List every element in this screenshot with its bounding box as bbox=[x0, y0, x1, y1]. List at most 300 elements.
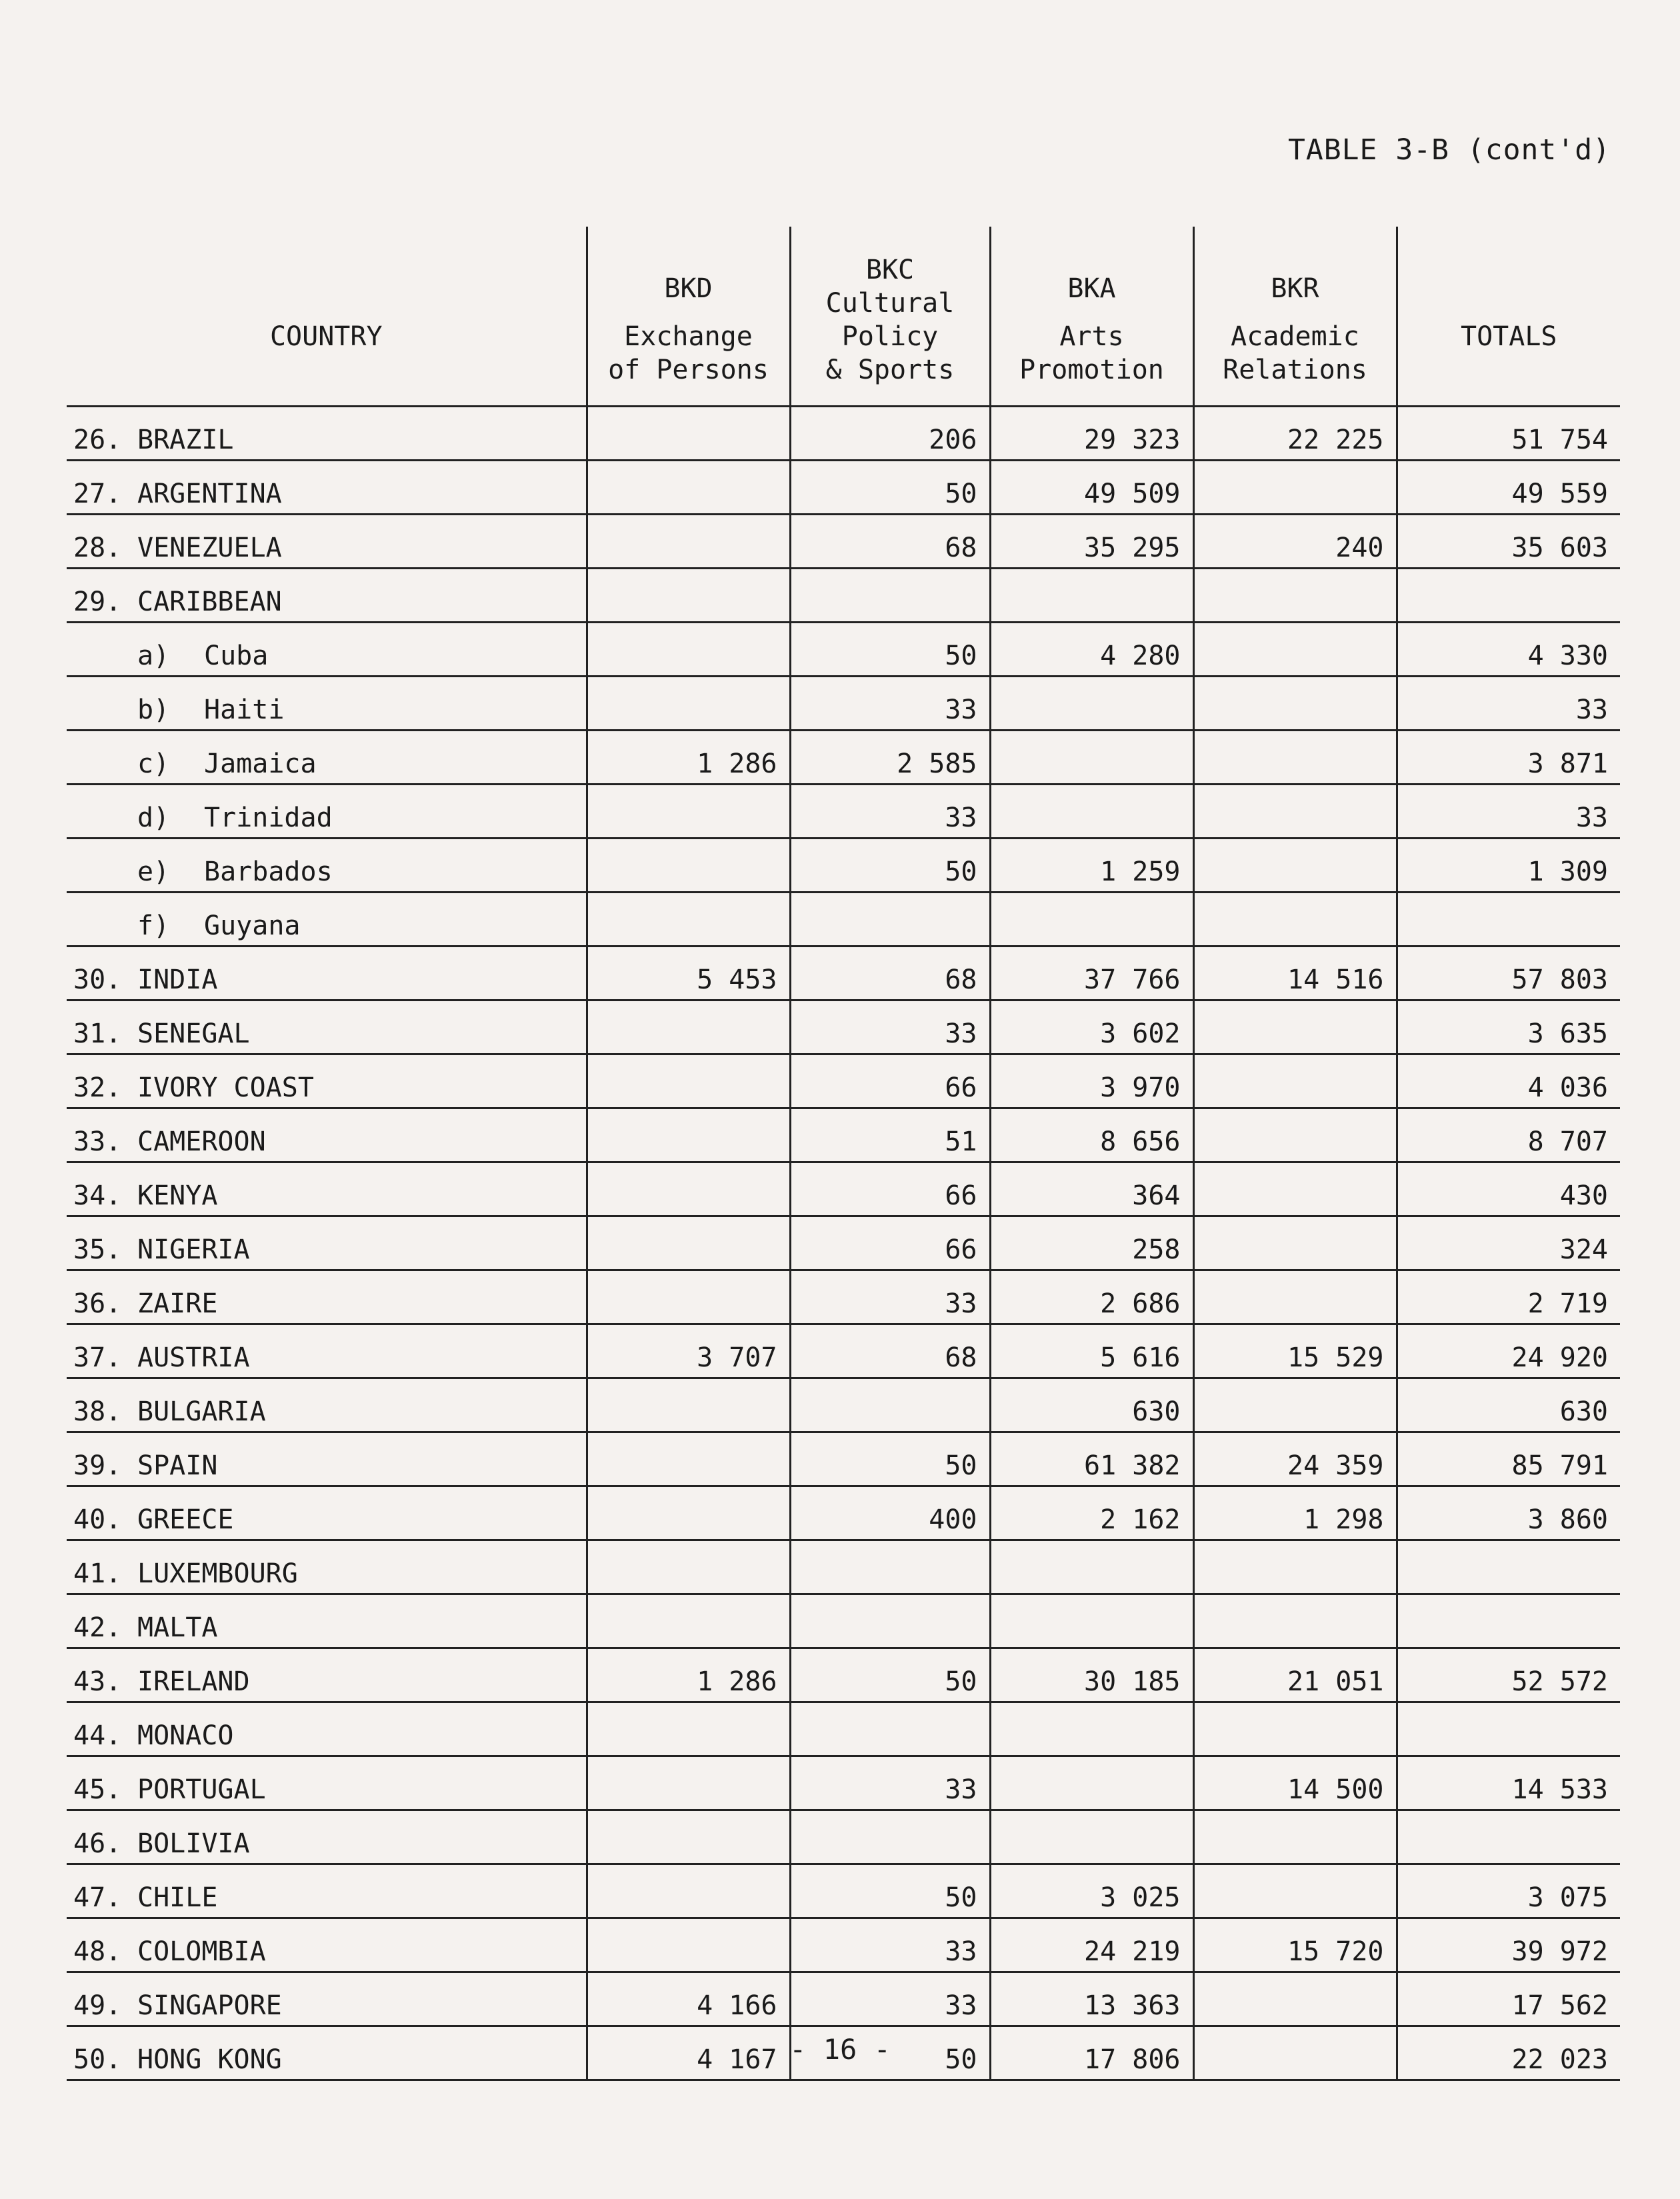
value-cell-bka: 30 185 bbox=[990, 1648, 1193, 1702]
value-cell-bkr bbox=[1193, 785, 1397, 839]
value-cell-total bbox=[1397, 1594, 1620, 1648]
value-cell-bkd bbox=[587, 1001, 790, 1055]
value-cell-bkc: 33 bbox=[790, 677, 990, 731]
value-cell-bka: 364 bbox=[990, 1162, 1193, 1216]
table-row bbox=[67, 1324, 1620, 1378]
value-cell-bkc bbox=[790, 1702, 990, 1756]
row-number: 38. bbox=[73, 1396, 122, 1427]
country-cell bbox=[67, 1162, 587, 1216]
sub-item-letter: c) bbox=[137, 749, 170, 779]
country-name: PORTUGAL bbox=[137, 1774, 266, 1805]
country-cell bbox=[67, 1486, 587, 1540]
column-code: BKD bbox=[664, 273, 713, 304]
row-number: 39. bbox=[73, 1450, 122, 1481]
table-row bbox=[67, 893, 1620, 947]
country-name: NIGERIA bbox=[137, 1234, 250, 1265]
row-number: 34. bbox=[73, 1180, 122, 1211]
value-cell-bka: 61 382 bbox=[990, 1432, 1193, 1486]
country-cell bbox=[67, 1594, 587, 1648]
country-name: IVORY COAST bbox=[137, 1073, 314, 1103]
country-name: IRELAND bbox=[137, 1666, 250, 1697]
row-number: 40. bbox=[73, 1504, 122, 1535]
country-name: BRAZIL bbox=[137, 425, 234, 455]
page-number: - 16 - bbox=[789, 2033, 891, 2066]
table-row bbox=[67, 947, 1620, 1001]
table-row bbox=[67, 785, 1620, 839]
country-cell bbox=[67, 1810, 587, 1864]
value-cell-bkr: 14 516 bbox=[1193, 947, 1397, 1001]
column-header-bkr bbox=[1193, 227, 1397, 407]
value-cell-total: 4 036 bbox=[1397, 1055, 1620, 1108]
table-row bbox=[67, 1001, 1620, 1055]
column-header-label: of Persons bbox=[608, 355, 769, 385]
value-cell-bkc: 68 bbox=[790, 947, 990, 1001]
value-cell-bka bbox=[990, 731, 1193, 785]
country-cell bbox=[67, 461, 587, 515]
value-cell-bkc: 50 bbox=[790, 2026, 990, 2080]
row-number: 46. bbox=[73, 1828, 122, 1859]
value-cell-total: 14 533 bbox=[1397, 1756, 1620, 1810]
value-cell-bkd: 3 707 bbox=[587, 1324, 790, 1378]
value-cell-total: 17 562 bbox=[1397, 1972, 1620, 2026]
value-cell-bkr bbox=[1193, 1216, 1397, 1270]
value-cell-bka: 2 162 bbox=[990, 1486, 1193, 1540]
value-cell-bkd bbox=[587, 623, 790, 677]
value-cell-total: 52 572 bbox=[1397, 1648, 1620, 1702]
country-name: BULGARIA bbox=[137, 1396, 266, 1427]
country-name: SPAIN bbox=[137, 1450, 218, 1481]
table-row bbox=[67, 839, 1620, 893]
value-cell-total bbox=[1397, 893, 1620, 947]
row-number: 28. bbox=[73, 533, 122, 563]
value-cell-bkr bbox=[1193, 1594, 1397, 1648]
value-cell-bka: 4 280 bbox=[990, 623, 1193, 677]
table-body bbox=[67, 407, 1620, 2080]
column-header-label: Academic bbox=[1231, 321, 1359, 352]
value-cell-total: 33 bbox=[1397, 785, 1620, 839]
sub-item-letter: d) bbox=[137, 803, 170, 833]
table-row bbox=[67, 1270, 1620, 1324]
column-header-label: Relations bbox=[1223, 355, 1367, 385]
country-cell bbox=[67, 1432, 587, 1486]
value-cell-bkr bbox=[1193, 1540, 1397, 1594]
column-header-label: Arts bbox=[1059, 321, 1124, 352]
value-cell-bkd bbox=[587, 1810, 790, 1864]
value-cell-bkr bbox=[1193, 623, 1397, 677]
row-number: 44. bbox=[73, 1720, 122, 1751]
sub-item-letter: b) bbox=[137, 695, 170, 725]
column-code: BKR bbox=[1271, 273, 1319, 304]
value-cell-bkc: 68 bbox=[790, 1324, 990, 1378]
value-cell-bka: 37 766 bbox=[990, 947, 1193, 1001]
value-cell-bkc: 66 bbox=[790, 1216, 990, 1270]
value-cell-bkd bbox=[587, 839, 790, 893]
table-row bbox=[67, 1108, 1620, 1162]
country-name: Jamaica bbox=[204, 749, 317, 779]
value-cell-bkd bbox=[587, 1162, 790, 1216]
value-cell-bkr: 24 359 bbox=[1193, 1432, 1397, 1486]
country-cell bbox=[67, 893, 587, 947]
value-cell-bkc bbox=[790, 569, 990, 623]
country-cell bbox=[67, 623, 587, 677]
country-name: COLOMBIA bbox=[137, 1936, 266, 1967]
value-cell-bkr bbox=[1193, 1108, 1397, 1162]
country-cell bbox=[67, 1864, 587, 1918]
value-cell-bka: 3 970 bbox=[990, 1055, 1193, 1108]
table-row bbox=[67, 1486, 1620, 1540]
row-number: 29. bbox=[73, 587, 122, 617]
country-name: Guyana bbox=[204, 911, 301, 941]
value-cell-total: 57 803 bbox=[1397, 947, 1620, 1001]
country-cell bbox=[67, 785, 587, 839]
country-cell bbox=[67, 1702, 587, 1756]
value-cell-bka: 17 806 bbox=[990, 2026, 1193, 2080]
value-cell-bka: 1 259 bbox=[990, 839, 1193, 893]
value-cell-bka bbox=[990, 1594, 1193, 1648]
country-cell bbox=[67, 677, 587, 731]
value-cell-bkr bbox=[1193, 1810, 1397, 1864]
table-row bbox=[67, 677, 1620, 731]
value-cell-total: 85 791 bbox=[1397, 1432, 1620, 1486]
value-cell-bkd bbox=[587, 461, 790, 515]
country-cell bbox=[67, 947, 587, 1001]
country-cell bbox=[67, 1972, 587, 2026]
table-row bbox=[67, 1972, 1620, 2026]
value-cell-bkr bbox=[1193, 677, 1397, 731]
country-name: SINGAPORE bbox=[137, 1990, 282, 2021]
row-number: 49. bbox=[73, 1990, 122, 2021]
value-cell-bkr: 14 500 bbox=[1193, 1756, 1397, 1810]
value-cell-bkc: 50 bbox=[790, 1432, 990, 1486]
value-cell-bkd bbox=[587, 569, 790, 623]
value-cell-bka: 3 025 bbox=[990, 1864, 1193, 1918]
country-name: SENEGAL bbox=[137, 1019, 250, 1049]
country-cell bbox=[67, 839, 587, 893]
country-cell bbox=[67, 1756, 587, 1810]
table-row bbox=[67, 1864, 1620, 1918]
value-cell-bkc: 33 bbox=[790, 1972, 990, 2026]
country-name: Barbados bbox=[204, 857, 333, 887]
column-header-label: Promotion bbox=[1019, 355, 1164, 385]
row-number: 32. bbox=[73, 1073, 122, 1103]
row-number: 30. bbox=[73, 965, 122, 995]
country-name: VENEZUELA bbox=[137, 533, 282, 563]
country-cell bbox=[67, 1055, 587, 1108]
country-name: Cuba bbox=[204, 641, 269, 671]
value-cell-bkd bbox=[587, 677, 790, 731]
country-name: LUXEMBOURG bbox=[137, 1558, 298, 1589]
value-cell-bkc: 33 bbox=[790, 785, 990, 839]
row-number: 37. bbox=[73, 1342, 122, 1373]
column-code: BKA bbox=[1067, 273, 1116, 304]
row-number: 27. bbox=[73, 479, 122, 509]
value-cell-bkr: 1 298 bbox=[1193, 1486, 1397, 1540]
value-cell-total: 8 707 bbox=[1397, 1108, 1620, 1162]
value-cell-bkd bbox=[587, 515, 790, 569]
value-cell-bkd bbox=[587, 1756, 790, 1810]
value-cell-total bbox=[1397, 1702, 1620, 1756]
value-cell-total bbox=[1397, 1810, 1620, 1864]
row-number: 50. bbox=[73, 2044, 122, 2075]
expenditure-table-container bbox=[67, 227, 1620, 2081]
value-cell-bkr bbox=[1193, 1972, 1397, 2026]
value-cell-bkc: 68 bbox=[790, 515, 990, 569]
value-cell-bka bbox=[990, 1756, 1193, 1810]
value-cell-bkc: 50 bbox=[790, 1864, 990, 1918]
column-header-bkd bbox=[587, 227, 790, 407]
value-cell-bkd bbox=[587, 785, 790, 839]
value-cell-bkd: 1 286 bbox=[587, 1648, 790, 1702]
sub-item-letter: f) bbox=[137, 911, 170, 941]
value-cell-bka bbox=[990, 893, 1193, 947]
value-cell-bka bbox=[990, 1810, 1193, 1864]
country-name: MONACO bbox=[137, 1720, 234, 1751]
table-row bbox=[67, 407, 1620, 461]
row-number: 41. bbox=[73, 1558, 122, 1589]
value-cell-bkc bbox=[790, 1540, 990, 1594]
value-cell-total: 51 754 bbox=[1397, 407, 1620, 461]
value-cell-bkr: 21 051 bbox=[1193, 1648, 1397, 1702]
value-cell-bkc: 33 bbox=[790, 1756, 990, 1810]
value-cell-bka: 5 616 bbox=[990, 1324, 1193, 1378]
value-cell-bkc: 66 bbox=[790, 1055, 990, 1108]
value-cell-total: 1 309 bbox=[1397, 839, 1620, 893]
column-code: BKC bbox=[865, 255, 915, 285]
value-cell-bkc bbox=[790, 1378, 990, 1432]
country-name: Haiti bbox=[204, 695, 285, 725]
country-cell bbox=[67, 731, 587, 785]
page-title: TABLE 3-B (cont'd) bbox=[1288, 133, 1611, 167]
value-cell-bkr bbox=[1193, 461, 1397, 515]
value-cell-bkr: 22 225 bbox=[1193, 407, 1397, 461]
table-row bbox=[67, 1162, 1620, 1216]
value-cell-bka: 35 295 bbox=[990, 515, 1193, 569]
value-cell-bka: 2 686 bbox=[990, 1270, 1193, 1324]
value-cell-bkd: 5 453 bbox=[587, 947, 790, 1001]
value-cell-bkc bbox=[790, 1810, 990, 1864]
value-cell-bkr bbox=[1193, 839, 1397, 893]
value-cell-bkc: 51 bbox=[790, 1108, 990, 1162]
table-row bbox=[67, 1594, 1620, 1648]
table-row bbox=[67, 1810, 1620, 1864]
table-row bbox=[67, 569, 1620, 623]
row-number: 48. bbox=[73, 1936, 122, 1967]
value-cell-bkd bbox=[587, 1216, 790, 1270]
value-cell-bka: 630 bbox=[990, 1378, 1193, 1432]
column-header-label: Cultural bbox=[825, 288, 955, 319]
value-cell-bkd bbox=[587, 1270, 790, 1324]
value-cell-bka: 24 219 bbox=[990, 1918, 1193, 1972]
value-cell-bkc: 206 bbox=[790, 407, 990, 461]
value-cell-bkr bbox=[1193, 1864, 1397, 1918]
value-cell-bka bbox=[990, 1702, 1193, 1756]
value-cell-bka: 8 656 bbox=[990, 1108, 1193, 1162]
value-cell-total bbox=[1397, 1540, 1620, 1594]
value-cell-bkr bbox=[1193, 569, 1397, 623]
country-cell bbox=[67, 1001, 587, 1055]
value-cell-bkr bbox=[1193, 893, 1397, 947]
column-header-totals bbox=[1397, 227, 1620, 407]
value-cell-total: 3 871 bbox=[1397, 731, 1620, 785]
value-cell-total: 24 920 bbox=[1397, 1324, 1620, 1378]
value-cell-bka: 258 bbox=[990, 1216, 1193, 1270]
country-name: BOLIVIA bbox=[137, 1828, 250, 1859]
table-row bbox=[67, 623, 1620, 677]
country-cell bbox=[67, 1270, 587, 1324]
expenditure-table bbox=[67, 227, 1620, 2081]
value-cell-total: 33 bbox=[1397, 677, 1620, 731]
column-header-label: & Sports bbox=[825, 355, 955, 385]
value-cell-bkd bbox=[587, 1702, 790, 1756]
value-cell-bkr bbox=[1193, 1055, 1397, 1108]
value-cell-bkc: 33 bbox=[790, 1001, 990, 1055]
country-cell bbox=[67, 1108, 587, 1162]
table-row bbox=[67, 1216, 1620, 1270]
table-row bbox=[67, 1918, 1620, 1972]
value-cell-bkc: 50 bbox=[790, 839, 990, 893]
value-cell-bkc: 50 bbox=[790, 623, 990, 677]
country-name: GREECE bbox=[137, 1504, 234, 1535]
value-cell-bkc: 2 585 bbox=[790, 731, 990, 785]
value-cell-bkr bbox=[1193, 1270, 1397, 1324]
country-name: ZAIRE bbox=[137, 1288, 218, 1319]
value-cell-bkr bbox=[1193, 1702, 1397, 1756]
table-header-row bbox=[67, 227, 1620, 407]
row-number: 35. bbox=[73, 1234, 122, 1265]
country-name: CAMEROON bbox=[137, 1126, 266, 1157]
value-cell-total: 430 bbox=[1397, 1162, 1620, 1216]
value-cell-bka: 13 363 bbox=[990, 1972, 1193, 2026]
value-cell-total: 4 330 bbox=[1397, 623, 1620, 677]
value-cell-bkd bbox=[587, 1864, 790, 1918]
country-cell bbox=[67, 1648, 587, 1702]
country-name: Trinidad bbox=[204, 803, 333, 833]
country-name: KENYA bbox=[137, 1180, 218, 1211]
value-cell-total: 22 023 bbox=[1397, 2026, 1620, 2080]
value-cell-total: 630 bbox=[1397, 1378, 1620, 1432]
table-row bbox=[67, 1540, 1620, 1594]
value-cell-bkr: 240 bbox=[1193, 515, 1397, 569]
column-header-bkc bbox=[790, 227, 990, 407]
value-cell-bkd bbox=[587, 1055, 790, 1108]
value-cell-total: 2 719 bbox=[1397, 1270, 1620, 1324]
column-header-label: TOTALS bbox=[1461, 321, 1557, 352]
row-number: 33. bbox=[73, 1126, 122, 1157]
value-cell-bka: 49 509 bbox=[990, 461, 1193, 515]
country-name: INDIA bbox=[137, 965, 218, 995]
column-header-label: COUNTRY bbox=[269, 321, 383, 352]
value-cell-bkc: 400 bbox=[790, 1486, 990, 1540]
value-cell-bkd: 1 286 bbox=[587, 731, 790, 785]
country-cell bbox=[67, 1216, 587, 1270]
value-cell-bkd bbox=[587, 1540, 790, 1594]
column-header-label: Exchange bbox=[624, 321, 753, 352]
value-cell-bkr bbox=[1193, 1162, 1397, 1216]
value-cell-bkr: 15 529 bbox=[1193, 1324, 1397, 1378]
value-cell-bkd bbox=[587, 893, 790, 947]
table-row bbox=[67, 1648, 1620, 1702]
country-cell bbox=[67, 407, 587, 461]
value-cell-bka bbox=[990, 569, 1193, 623]
value-cell-total: 35 603 bbox=[1397, 515, 1620, 569]
table-row bbox=[67, 461, 1620, 515]
value-cell-bka: 3 602 bbox=[990, 1001, 1193, 1055]
value-cell-total: 49 559 bbox=[1397, 461, 1620, 515]
value-cell-bkd bbox=[587, 1108, 790, 1162]
country-cell bbox=[67, 1378, 587, 1432]
value-cell-bkr bbox=[1193, 1378, 1397, 1432]
table-row bbox=[67, 1432, 1620, 1486]
country-cell bbox=[67, 569, 587, 623]
country-cell bbox=[67, 1918, 587, 1972]
value-cell-bkc: 50 bbox=[790, 461, 990, 515]
value-cell-total bbox=[1397, 569, 1620, 623]
value-cell-bkc: 33 bbox=[790, 1918, 990, 1972]
value-cell-total: 3 860 bbox=[1397, 1486, 1620, 1540]
country-cell bbox=[67, 515, 587, 569]
value-cell-bkc bbox=[790, 1594, 990, 1648]
value-cell-bkd bbox=[587, 1918, 790, 1972]
row-number: 43. bbox=[73, 1666, 122, 1697]
value-cell-total: 3 075 bbox=[1397, 1864, 1620, 1918]
row-number: 42. bbox=[73, 1612, 122, 1643]
value-cell-bkd bbox=[587, 1486, 790, 1540]
value-cell-bkc: 50 bbox=[790, 1648, 990, 1702]
column-header-country bbox=[67, 227, 587, 407]
sub-item-letter: a) bbox=[137, 641, 170, 671]
value-cell-bkd bbox=[587, 1378, 790, 1432]
row-number: 45. bbox=[73, 1774, 122, 1805]
column-header-bka bbox=[990, 227, 1193, 407]
row-number: 26. bbox=[73, 425, 122, 455]
country-cell bbox=[67, 1540, 587, 1594]
country-name: HONG KONG bbox=[137, 2044, 282, 2075]
value-cell-bka: 29 323 bbox=[990, 407, 1193, 461]
row-number: 36. bbox=[73, 1288, 122, 1319]
value-cell-bkd bbox=[587, 407, 790, 461]
row-number: 31. bbox=[73, 1019, 122, 1049]
value-cell-bkr bbox=[1193, 1001, 1397, 1055]
table-row bbox=[67, 1055, 1620, 1108]
value-cell-bkd: 4 167 bbox=[587, 2026, 790, 2080]
sub-item-letter: e) bbox=[137, 857, 170, 887]
country-name: AUSTRIA bbox=[137, 1342, 250, 1373]
value-cell-total: 3 635 bbox=[1397, 1001, 1620, 1055]
table-row bbox=[67, 515, 1620, 569]
value-cell-bkr bbox=[1193, 731, 1397, 785]
table-row bbox=[67, 1378, 1620, 1432]
value-cell-bkc bbox=[790, 893, 990, 947]
value-cell-bkc: 66 bbox=[790, 1162, 990, 1216]
column-header-label: Policy bbox=[841, 321, 939, 352]
row-number: 47. bbox=[73, 1882, 122, 1913]
value-cell-bkr: 15 720 bbox=[1193, 1918, 1397, 1972]
value-cell-bka bbox=[990, 677, 1193, 731]
value-cell-total: 324 bbox=[1397, 1216, 1620, 1270]
value-cell-bkd: 4 166 bbox=[587, 1972, 790, 2026]
table-row bbox=[67, 1756, 1620, 1810]
country-cell bbox=[67, 1324, 587, 1378]
country-name: CARIBBEAN bbox=[137, 587, 282, 617]
value-cell-bkd bbox=[587, 1432, 790, 1486]
value-cell-bkd bbox=[587, 1594, 790, 1648]
value-cell-total: 39 972 bbox=[1397, 1918, 1620, 1972]
value-cell-bka bbox=[990, 785, 1193, 839]
table-row bbox=[67, 1702, 1620, 1756]
table-row bbox=[67, 731, 1620, 785]
value-cell-bkc: 33 bbox=[790, 1270, 990, 1324]
value-cell-bka bbox=[990, 1540, 1193, 1594]
